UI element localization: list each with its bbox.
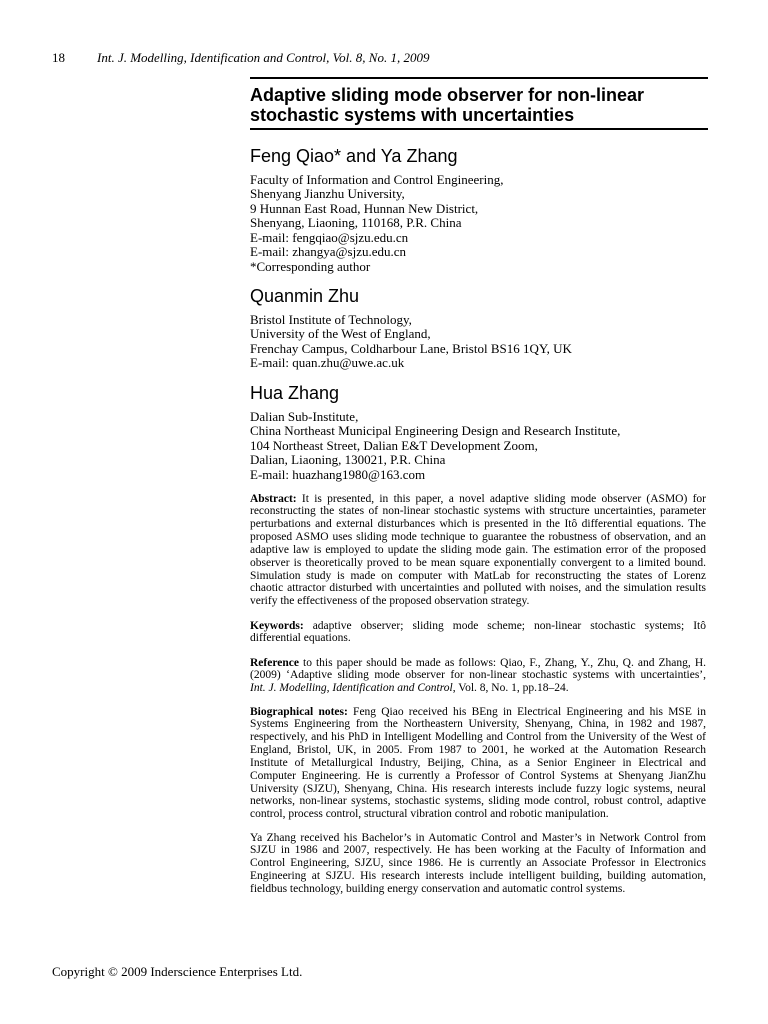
abstract-line: verify the effectiveness of the proposed observation strategy.	[250, 595, 530, 608]
bio-line: University (SJZU), Shenyang, China. His research interests include fuzzy logic systems, neural	[250, 782, 706, 795]
abstract-line: chaotic attractor disturbed with uncertainties and polluted with noises, and the simulation results	[250, 582, 706, 595]
affiliation-block	[250, 313, 572, 371]
corresponding-author-note: *Corresponding author	[250, 258, 371, 274]
bio-line: Institute of Metallurgical Industry, Beijing, China, as a Senior Engineer in Electrical and	[250, 756, 706, 769]
affiliation-line: China Northeast Municipal Engineering Design and Research Institute,	[250, 423, 621, 438]
bio-line: England, Bristol, UK, in 2005. From 1987 to 2001, he worked at the Automation Research	[250, 744, 706, 757]
title-rule-bottom	[250, 128, 708, 130]
reference-label: Reference	[250, 656, 299, 669]
title-rule-top	[250, 77, 708, 79]
abstract	[250, 493, 706, 609]
bio-line: control, process control, structural vibration control and robotic manipulation.	[250, 808, 609, 821]
bio-line: fieldbus technology, building energy conservation and automatic control systems.	[250, 882, 626, 895]
affiliation-line: 9 Hunnan East Road, Hunnan New District,	[250, 200, 479, 216]
abstract-line: reconstructing the states of non-linear stochastic systems with structure uncertainties, parameter	[250, 505, 706, 518]
bio-line: Engineering at SJZU. His research interests include intelligent building, building automation,	[250, 870, 706, 883]
title-line: stochastic systems with uncertainties	[250, 105, 575, 125]
email-line: E-mail: quan.zhu@uwe.ac.uk	[250, 355, 405, 370]
bio-line: Ya Zhang received his Bachelor’s in Automatic Control and Master’s in Network Control from	[250, 831, 706, 844]
affiliation-line: Dalian, Liaoning, 130021, P.R. China	[250, 452, 446, 467]
page-number: 18	[52, 49, 65, 65]
bio-line: networks, non-linear systems, stochastic systems, sliding mode control, robust control, adaptive	[250, 795, 706, 808]
paper-title	[250, 85, 644, 125]
affiliation-line: Faculty of Information and Control Engineering,	[250, 171, 504, 187]
keywords-line-text: adaptive observer; sliding mode scheme; non-linear stochastic systems; Itô	[312, 619, 707, 632]
affiliation-line: Frenchay Campus, Coldharbour Lane, Bristol BS16 1QY, UK	[250, 340, 572, 356]
bio-line: SJZU in 1986 and 2007, respectively. He has been working at the Faculty of Information and	[250, 844, 706, 857]
affiliation-line: Shenyang Jianzhu University,	[250, 186, 405, 201]
abstract-label: Abstract:	[250, 492, 297, 505]
biographical-notes	[250, 706, 706, 822]
reference-line	[250, 682, 706, 695]
affiliation-line: University of the West of England,	[250, 326, 431, 341]
reference-journal-name: Int. J. Modelling, Identification and Control	[250, 682, 453, 695]
abstract-line: adaptive law is employed to update the sliding mode gain. The estimation error of the proposed	[250, 543, 706, 556]
bio-line: Control Engineering, SJZU, since 1986. He is currently an Associate Professor in Electronics	[250, 857, 706, 870]
email-line: E-mail: huazhang1980@163.com	[250, 466, 426, 482]
keywords-line	[250, 620, 706, 633]
bio-line: Systems Engineering from the Northeastern University, Shenyang, China, in 1982 and 1987,	[250, 718, 706, 731]
keywords-label: Keywords:	[250, 619, 304, 632]
keywords	[250, 620, 706, 646]
abstract-line: proposed ASMO uses sliding mode technique to guarantee the robustness of observation, and an	[250, 531, 706, 544]
bio-line: Computer Engineering. He is currently a Professor of Control Systems at Shenyang JianZhu	[250, 769, 706, 782]
bio-line: respectively, and his PhD in Intelligent Modelling and Control from the University of the West of	[250, 731, 706, 744]
affiliation-line: Dalian Sub-Institute,	[250, 408, 359, 424]
email-line: E-mail: zhangya@sjzu.edu.cn	[250, 244, 406, 259]
bio-line	[250, 706, 706, 719]
reference-line	[250, 657, 706, 670]
title-line: Adaptive sliding mode observer for non-linear	[250, 85, 645, 105]
author-names: Feng Qiao* and Ya Zhang	[250, 146, 458, 166]
author-names: Quanmin Zhu	[250, 286, 360, 306]
copyright-footer: Copyright © 2009 Inderscience Enterprises Ltd.	[52, 963, 303, 979]
abstract-line: Simulation study is made on computer with MatLab for reconstructing the states of Lorenz	[250, 569, 706, 582]
reference-line-text: to this paper should be made as follows: Qiao, F., Zhang, Y., Zhu, Q. and Zhang, H.	[303, 656, 706, 669]
affiliation-line: Bristol Institute of Technology,	[250, 311, 412, 327]
abstract-line-text: It is presented, in this paper, a novel adaptive sliding mode observer (ASMO) for	[301, 492, 706, 505]
affiliation-block	[250, 410, 620, 483]
reference-volume-pages: , Vol. 8, No. 1, pp.18–24.	[452, 682, 569, 695]
journal-citation-header: Int. J. Modelling, Identification and Control, Vol. 8, No. 1, 2009	[97, 49, 430, 65]
reference-line: (2009) ‘Adaptive sliding mode observer for non-linear stochastic systems with uncertainties’,	[250, 669, 706, 682]
reference-note	[250, 657, 706, 696]
abstract-line: perturbations and external disturbances which is presented in the Itô differential equations. The	[250, 518, 706, 531]
email-line: E-mail: fengqiao@sjzu.edu.cn	[250, 229, 409, 245]
affiliation-line: Shenyang, Liaoning, 110168, P.R. China	[250, 215, 462, 230]
biographical-notes-second-author	[250, 832, 706, 896]
author-names: Hua Zhang	[250, 383, 340, 403]
affiliation-line: 104 Northeast Street, Dalian E&T Development Zoom,	[250, 437, 538, 453]
affiliation-block	[250, 173, 503, 275]
bio-label: Biographical notes:	[250, 705, 348, 718]
abstract-line	[250, 493, 706, 506]
abstract-line: observer is theoretically proved to be mean square exponentially convergent to a limited bound.	[250, 556, 706, 569]
bio-line-text: Feng Qiao received his BEng in Electrical Engineering and his MSE in	[353, 705, 706, 718]
keywords-line: differential equations.	[250, 632, 351, 645]
